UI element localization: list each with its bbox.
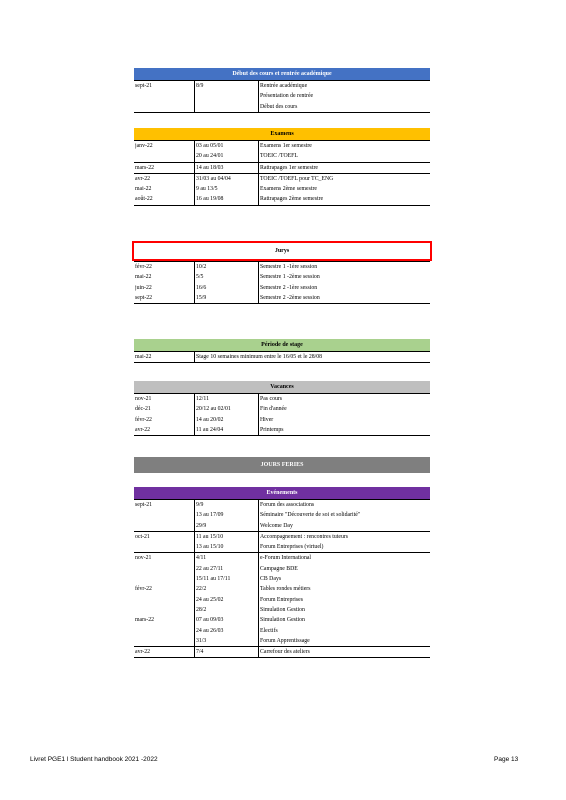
month-cell: janv-22 [135, 143, 153, 149]
section-rows-vacances [134, 393, 430, 436]
table-row [134, 194, 430, 204]
table-row [134, 425, 430, 435]
month-cell: juin-22 [135, 284, 152, 291]
description-cell: Rattrapages 1er semestre [260, 164, 318, 171]
section-rows-rentree [134, 80, 430, 113]
section-rows-stage [134, 351, 430, 363]
date-range-cell: 10/2 [196, 264, 207, 270]
description-cell: Semestre 2 -1ère session [260, 284, 318, 291]
month-cell: mai-22 [135, 186, 152, 193]
date-range-cell: 24 au 25/02 [196, 596, 224, 603]
section-header-rentree: Début des cours et rentrée académique [134, 68, 430, 80]
date-range-cell: Stage 10 semaines minimum entre le 16/05 et le 28/08 [196, 354, 323, 360]
month-cell: mars-22 [135, 164, 154, 171]
table-row [134, 584, 430, 594]
table-row [134, 647, 430, 657]
date-range-cell: 8/9 [196, 83, 204, 89]
table-row [134, 605, 430, 615]
footer-handbook-title: Livret PGE1 l Student handbook 2021 -2022 [30, 756, 158, 763]
description-cell: Rattrapages 2ème semestre [260, 196, 324, 203]
description-cell: Carrefour des ateliers [260, 649, 310, 656]
table-row [134, 564, 430, 574]
table-row [134, 521, 430, 531]
table-row [134, 81, 430, 91]
description-cell: Accompagnement : rencontres tuteurs [260, 533, 349, 540]
description-cell: e-Forum International [260, 555, 312, 562]
table-row [134, 595, 430, 605]
description-cell: Semestre 1 -2ème session [260, 274, 320, 281]
column-divider [194, 141, 195, 205]
date-range-cell: 9 au 13/5 [196, 186, 218, 193]
month-cell: août-22 [135, 196, 153, 203]
date-range-cell: 24 au 26/03 [196, 627, 224, 634]
date-range-cell: 03 au 05/01 [196, 143, 224, 149]
table-row [134, 615, 430, 625]
date-range-cell: 11 au 24/04 [196, 426, 224, 433]
date-range-cell: 22 au 27/11 [196, 565, 224, 572]
month-cell: mai-22 [135, 354, 152, 360]
column-divider [194, 500, 195, 657]
table-row [134, 272, 430, 282]
section-header-stage: Période de stage [134, 339, 430, 351]
date-range-cell: 9/9 [196, 502, 204, 508]
description-cell: Forum Entreprises (virtuel) [260, 544, 324, 551]
table-row [134, 262, 430, 272]
column-divider [194, 394, 195, 435]
description-cell: Rentrée académique [260, 83, 308, 89]
section-feries [134, 457, 430, 473]
section-jurys [134, 241, 430, 304]
date-range-cell: 15/9 [196, 294, 207, 301]
table-row [134, 404, 430, 414]
date-range-cell: 20/12 au 02/01 [196, 406, 231, 413]
description-cell: Printemps [260, 426, 284, 433]
section-evenements [134, 487, 430, 658]
date-range-cell: 4/11 [196, 555, 207, 562]
column-divider [194, 352, 195, 362]
table-row [134, 174, 430, 184]
description-cell: Tables rondes métiers [260, 586, 311, 593]
date-range-cell: 5/5 [196, 274, 204, 281]
date-range-cell: 28/2 [196, 606, 207, 613]
description-cell: Forum Apprentissage [260, 637, 310, 644]
column-divider [194, 262, 195, 303]
date-range-cell: 12/11 [196, 396, 209, 402]
month-cell: mai-22 [135, 274, 152, 281]
table-row [134, 163, 430, 173]
month-cell: sept-21 [135, 502, 153, 508]
date-range-cell: 16/6 [196, 284, 207, 291]
description-cell: Welcome Day [260, 522, 293, 529]
description-cell: Semestre 2 -2ème session [260, 294, 320, 301]
section-header-evenements: Evénements [134, 487, 430, 499]
date-range-cell: 22/2 [196, 586, 207, 593]
table-row [134, 141, 430, 151]
date-range-cell: 15/11 au 17/11 [196, 576, 231, 583]
table-row [134, 151, 430, 161]
section-rows-jurys [134, 261, 430, 304]
description-cell: Présentation de rentrée [260, 93, 314, 100]
description-cell: Forum Entreprises [260, 596, 303, 603]
description-cell: Fin d'année [260, 406, 287, 413]
month-cell: nov-21 [135, 555, 152, 562]
month-cell: févr-22 [135, 264, 152, 270]
date-range-cell: 31/3 [196, 637, 207, 644]
description-cell: CB Days [260, 576, 282, 583]
description-cell: Semestre 1 -1ère session [260, 264, 318, 270]
column-divider [258, 500, 259, 657]
column-divider [258, 394, 259, 435]
description-cell: Début des cours [260, 103, 298, 110]
date-range-cell: 07 au 09/03 [196, 617, 224, 624]
month-cell: févr-22 [135, 416, 152, 423]
description-cell: TOEIC /TOEFL [260, 153, 298, 160]
table-row [134, 500, 430, 510]
column-divider [258, 262, 259, 303]
date-range-cell: 14 au 18/03 [196, 164, 224, 171]
description-cell: Séminaire "Découverte de soi et solidarité" [260, 512, 361, 519]
date-range-cell: 31/03 au 04/04 [196, 175, 231, 182]
column-divider [258, 141, 259, 205]
column-divider [194, 81, 195, 112]
date-range-cell: 14 au 20/02 [196, 416, 224, 423]
description-cell: Simulation Gestion [260, 617, 305, 624]
table-row [134, 102, 430, 112]
description-cell: Simulation Gestion [260, 606, 305, 613]
date-range-cell: 20 au 24/01 [196, 153, 224, 160]
description-cell: Hiver [260, 416, 274, 423]
section-header-feries: JOURS FERIES [134, 457, 430, 473]
month-cell: mars-22 [135, 617, 154, 624]
table-row [134, 293, 430, 303]
description-cell: Examens 1er semestre [260, 143, 312, 149]
table-row [134, 394, 430, 404]
table-row [134, 626, 430, 636]
column-divider [258, 81, 259, 112]
section-stage [134, 339, 430, 363]
month-cell: avr-22 [135, 426, 151, 433]
table-row [134, 352, 430, 362]
date-range-cell: 16 au 19/08 [196, 196, 224, 203]
month-cell: sept-22 [135, 294, 153, 301]
table-row [134, 184, 430, 194]
section-rentree [134, 68, 430, 113]
month-cell: sept-21 [135, 83, 153, 89]
month-cell: oct-21 [135, 533, 150, 540]
section-rows-examens [134, 140, 430, 206]
section-vacances [134, 381, 430, 436]
month-cell: nov-21 [135, 396, 152, 402]
date-range-cell: 7/4 [196, 649, 204, 656]
date-range-cell: 11 au 15/10 [196, 533, 224, 540]
section-examens [134, 128, 430, 206]
description-cell: TOEIC /TOEFL pour TC_ENG [260, 175, 334, 182]
description-cell: Forum des associations [260, 502, 315, 508]
table-row [134, 574, 430, 584]
table-row [134, 283, 430, 293]
month-cell: déc-21 [135, 406, 151, 413]
table-row [134, 636, 430, 646]
description-cell: Examens 2ème semestre [260, 186, 317, 193]
description-cell: Pas cours [260, 396, 283, 402]
month-cell: févr-22 [135, 586, 152, 593]
description-cell: Campagne BDE [260, 565, 298, 572]
date-range-cell: 13 au 17/09 [196, 512, 224, 519]
table-row [134, 415, 430, 425]
section-header-examens: Examens [134, 128, 430, 140]
section-header-jurys: Jurys [132, 241, 432, 261]
footer-page-number: Page 13 [494, 756, 519, 763]
table-row [134, 553, 430, 563]
description-cell: Electifs [260, 627, 278, 634]
table-row [134, 532, 430, 542]
table-row [134, 510, 430, 520]
date-range-cell: 29/9 [196, 522, 207, 529]
table-row [134, 542, 430, 552]
section-rows-evenements [134, 499, 430, 658]
date-range-cell: 13 au 15/10 [196, 544, 224, 551]
month-cell: avr-22 [135, 175, 151, 182]
section-header-vacances: Vacances [134, 381, 430, 393]
table-row [134, 91, 430, 101]
month-cell: avr-22 [135, 649, 151, 656]
